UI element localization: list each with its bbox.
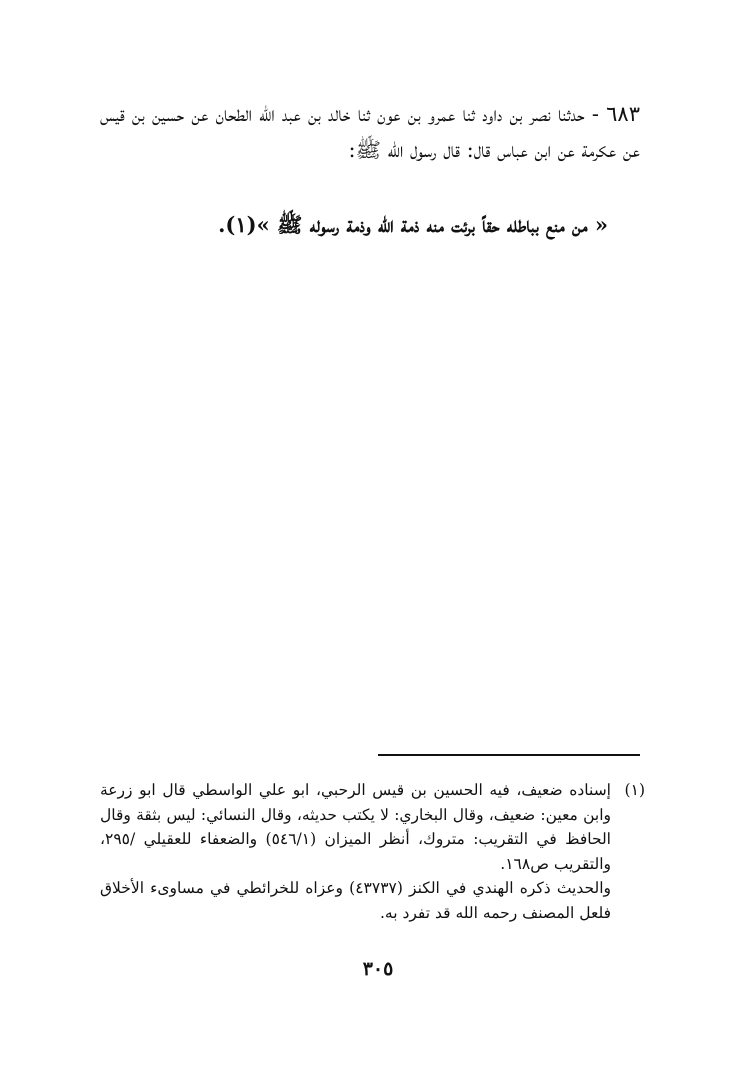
hadith-chain-text [100, 96, 640, 168]
footnote [100, 778, 645, 925]
page-number: ٣٠٥ [362, 958, 394, 980]
hadith-text: « من منع بباطله حقاً برئت منه ذمة الله وذمة رسوله ﷺ »(١). [218, 212, 608, 237]
footnote-marker: (١) [624, 781, 645, 799]
footnote-body [100, 778, 611, 925]
footnote-separator [378, 754, 640, 756]
isnad-paragraph: ٦٨٣ - حدثنا نصر بن داود ثنا عمرو بن عون ثنا خالد بن عبد الله الطحان عن حسين بن قيس عن عكرمة عن ابن عباس قال: قال رسول الله ﷺ: [100, 102, 640, 162]
footnote-paragraph-1: إسناده ضعيف، فيه الحسين بن قيس الرحبي، ابو علي الواسطي قال ابو زرعة وابن معين: ضعيف، وقال البخاري: لا يكتب حديثه، وقال النسائي: ليس بثقة وقال الحافظ في التقريب: متروك، أنظر الميزان (٥٤٦/١) والضعفاء للعقيلي /٢٩٥، والتقريب ص١٦٨. [100, 781, 611, 873]
footnote-paragraph-2: والحديث ذكره الهندي في الكنز (٤٣٧٣٧) وعزاه للخرائطي في مساوىء الأخلاق فلعل المصنف رحمه الله قد تفرد به. [100, 879, 612, 922]
